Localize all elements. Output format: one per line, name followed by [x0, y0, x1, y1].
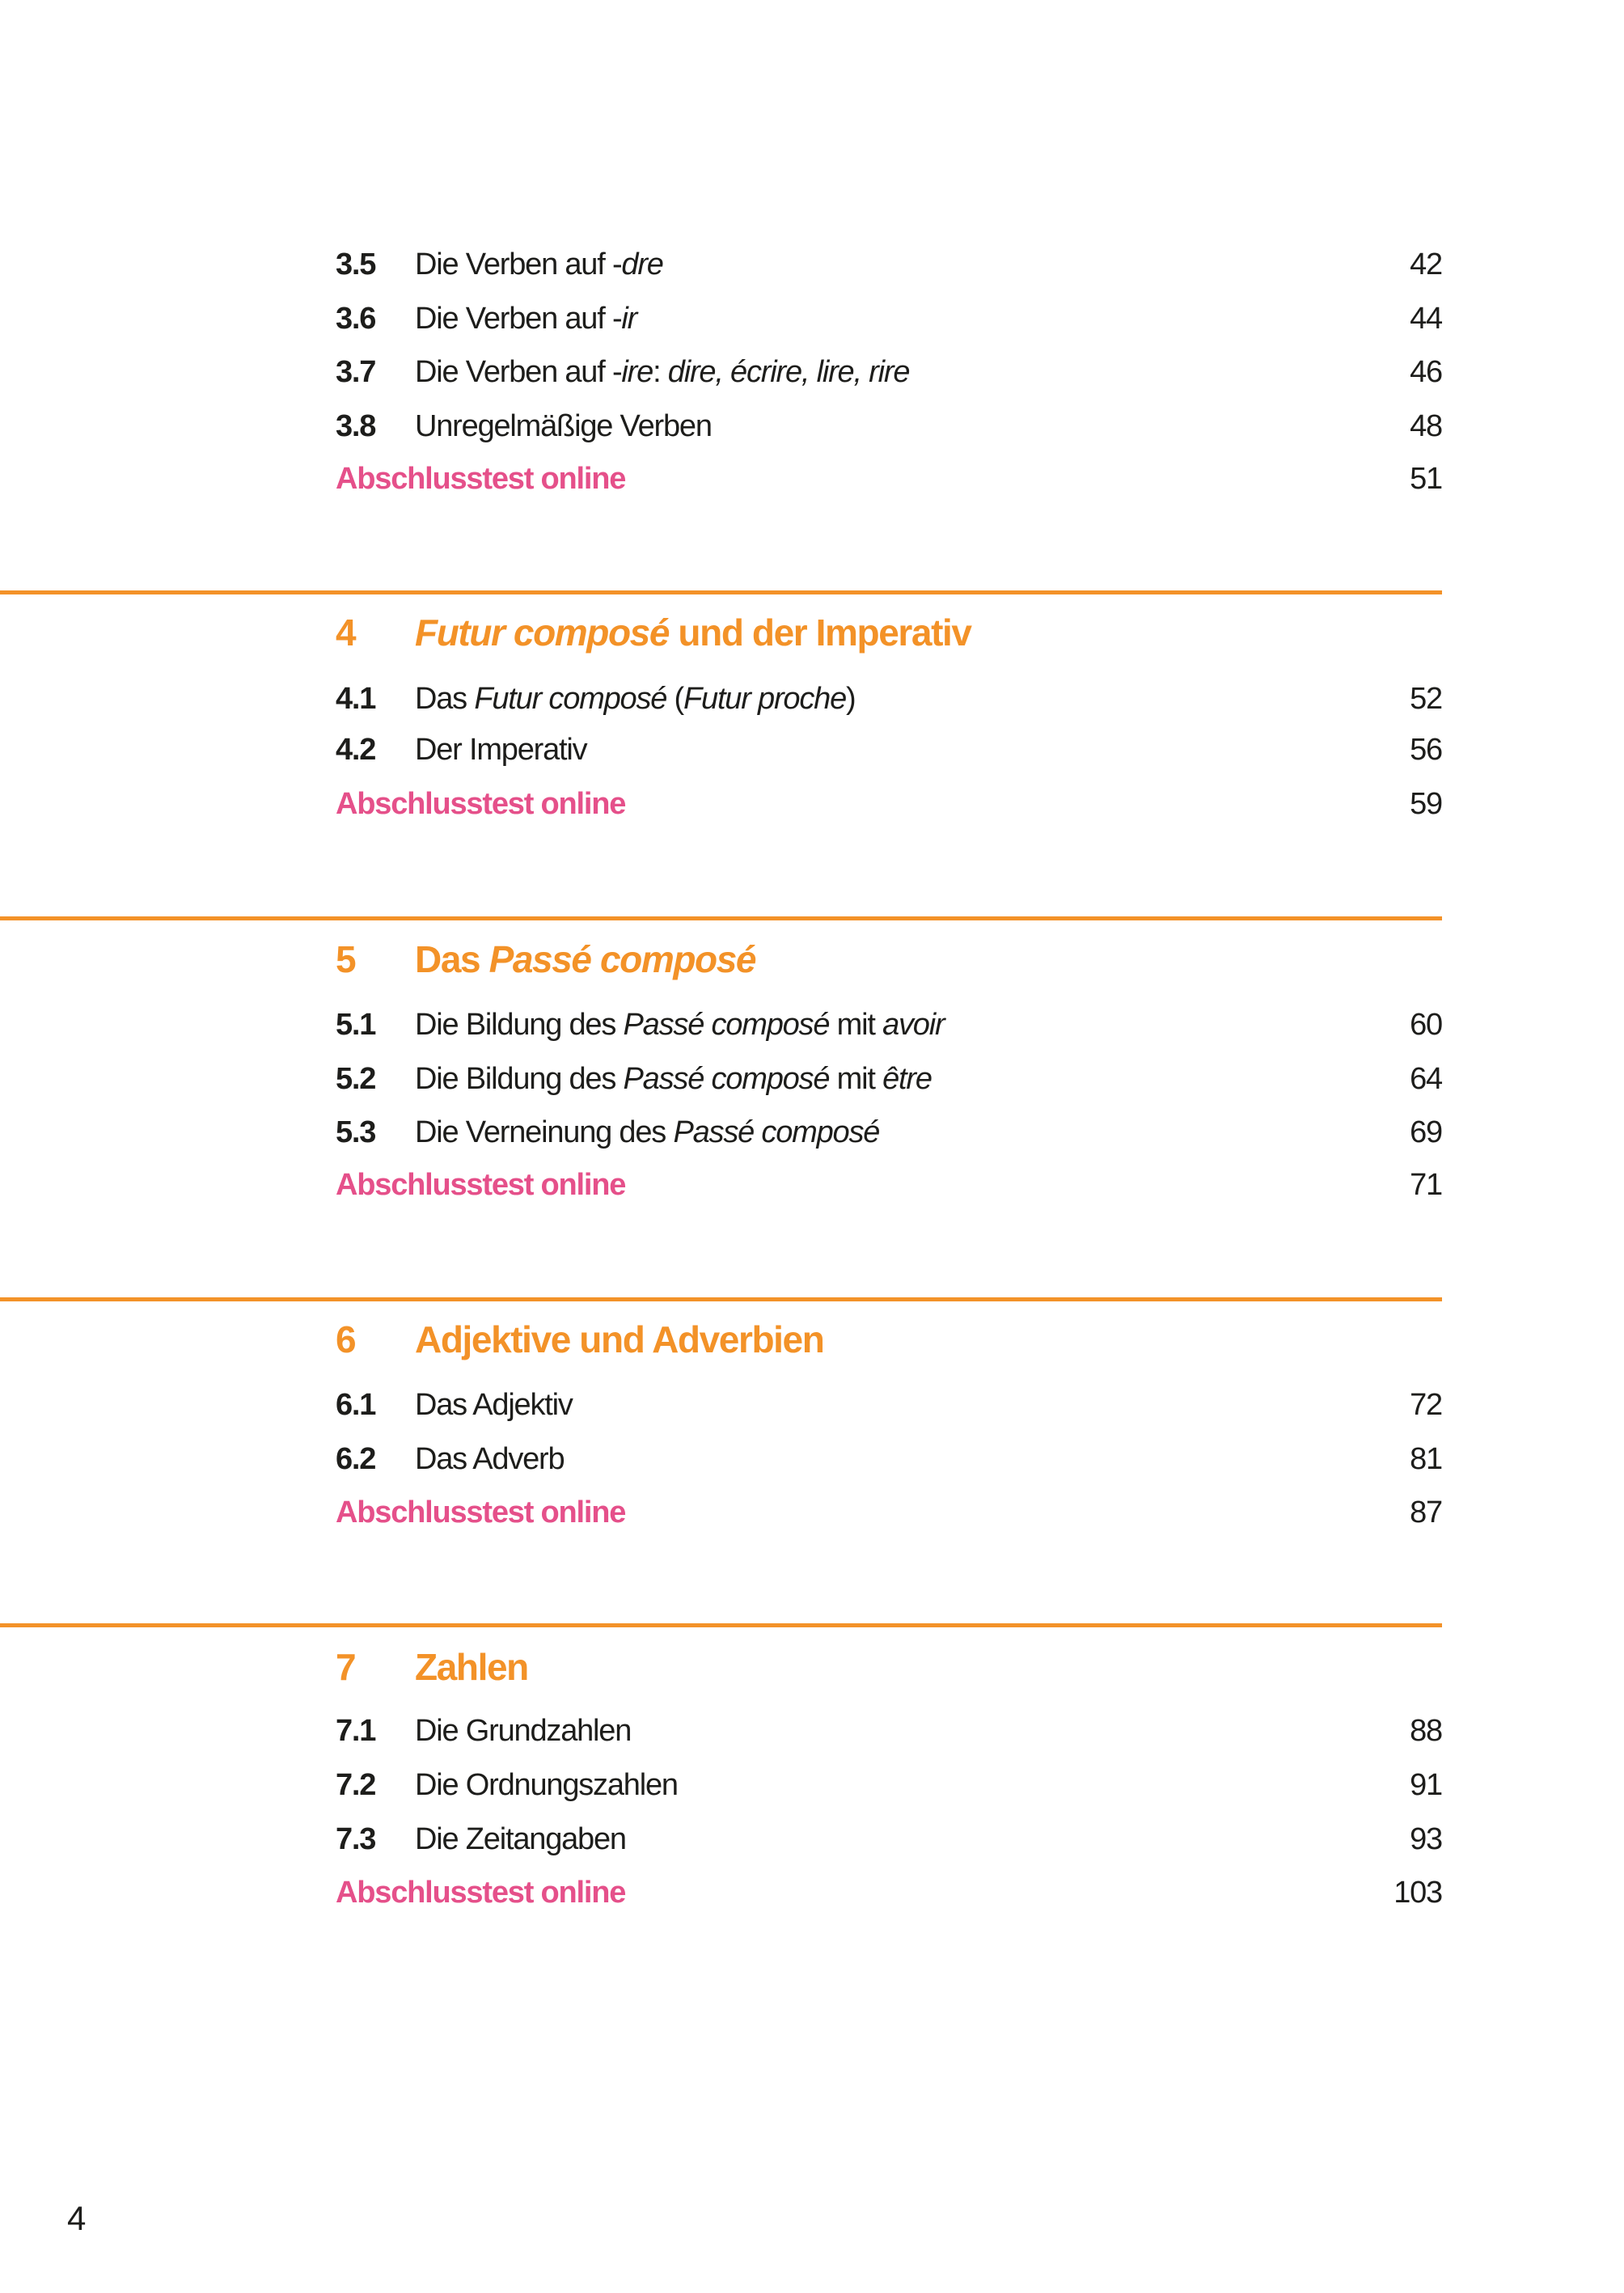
online-test-link[interactable]: Abschlusstest online [336, 462, 626, 496]
section-number: 6.2 [336, 1442, 376, 1476]
online-test-link[interactable]: Abschlusstest online [336, 1168, 626, 1202]
section-title: Die Verben auf -ir [415, 302, 637, 336]
page-ref: 71 [1410, 1168, 1442, 1202]
page-ref: 103 [1394, 1876, 1442, 1910]
page-ref: 64 [1410, 1062, 1442, 1096]
page-ref: 93 [1410, 1822, 1442, 1856]
toc-entry-5-2[interactable] [336, 1064, 1442, 1094]
page-ref: 91 [1410, 1768, 1442, 1802]
toc-entry-7-2[interactable] [336, 1770, 1442, 1800]
section-title: Die Zeitangaben [415, 1822, 626, 1856]
section-title: Unregelmäßige Verben [415, 409, 712, 443]
chapter-number: 4 [336, 611, 356, 654]
section-title: Das Futur composé (Futur proche) [415, 682, 856, 716]
page-ref: 42 [1410, 247, 1442, 281]
toc-entry-6-1[interactable] [336, 1390, 1442, 1420]
section-number: 5.3 [336, 1115, 376, 1149]
page-ref: 81 [1410, 1442, 1442, 1476]
section-number: 4.2 [336, 733, 376, 767]
section-number: 3.6 [336, 302, 376, 336]
section-number: 5.2 [336, 1062, 376, 1096]
page-ref: 69 [1410, 1115, 1442, 1149]
chapter-title: Futur composé und der Imperativ [415, 611, 971, 654]
chapter-number: 7 [336, 1646, 356, 1688]
online-test-link[interactable]: Abschlusstest online [336, 1876, 626, 1910]
toc-entry-test-chapter-7[interactable] [336, 1877, 1442, 1908]
page-ref: 87 [1410, 1496, 1442, 1529]
page-ref: 72 [1410, 1388, 1442, 1422]
chapter-title: Das Passé composé [415, 938, 756, 980]
toc-entry-test-chapter-5[interactable] [336, 1170, 1442, 1200]
section-title: Die Bildung des Passé composé mit avoir [415, 1008, 945, 1042]
section-number: 5.1 [336, 1008, 376, 1042]
page-ref: 44 [1410, 302, 1442, 336]
section-number: 3.5 [336, 247, 376, 281]
chapter-divider [0, 590, 1442, 594]
online-test-link[interactable]: Abschlusstest online [336, 787, 626, 821]
page-ref: 48 [1410, 409, 1442, 443]
section-title: Das Adjektiv [415, 1388, 573, 1422]
toc-entry-3-5[interactable] [336, 249, 1442, 280]
section-title: Die Verneinung des Passé composé [415, 1115, 880, 1149]
page-ref: 60 [1410, 1008, 1442, 1042]
page-ref: 51 [1410, 462, 1442, 496]
toc-entry-3-6[interactable] [336, 303, 1442, 334]
toc-entry-4-2[interactable] [336, 734, 1442, 765]
chapter-number: 6 [336, 1318, 356, 1360]
chapter-divider [0, 1623, 1442, 1627]
toc-entry-test-chapter-3[interactable] [336, 463, 1442, 494]
section-title: Die Verben auf -dre [415, 247, 663, 281]
chapter-number: 5 [336, 938, 356, 980]
toc-entry-test-chapter-4[interactable] [336, 789, 1442, 819]
toc-entry-test-chapter-6[interactable] [336, 1497, 1442, 1528]
page-ref: 46 [1410, 355, 1442, 389]
section-title: Die Ordnungszahlen [415, 1768, 678, 1802]
toc-entry-3-8[interactable] [336, 411, 1442, 442]
section-title: Der Imperativ [415, 733, 587, 767]
section-title: Die Bildung des Passé composé mit être [415, 1062, 932, 1096]
section-number: 4.1 [336, 682, 376, 716]
section-number: 3.8 [336, 409, 376, 443]
toc-entry-3-7[interactable] [336, 357, 1442, 387]
toc-entry-6-2[interactable] [336, 1444, 1442, 1474]
toc-entry-7-1[interactable] [336, 1716, 1442, 1746]
chapter-title: Adjektive und Adverbien [415, 1318, 824, 1360]
section-number: 6.1 [336, 1388, 376, 1422]
toc-entry-4-1[interactable] [336, 683, 1442, 714]
page-ref: 56 [1410, 733, 1442, 767]
section-title: Die Grundzahlen [415, 1714, 632, 1748]
page-ref: 59 [1410, 787, 1442, 821]
chapter-divider [0, 1297, 1442, 1301]
toc-entry-7-3[interactable] [336, 1824, 1442, 1855]
section-number: 7.2 [336, 1768, 376, 1802]
section-title: Die Verben auf -ire: dire, écrire, lire, rire [415, 355, 910, 389]
section-number: 3.7 [336, 355, 376, 389]
page-ref: 88 [1410, 1714, 1442, 1748]
section-number: 7.3 [336, 1822, 376, 1856]
page-number: 4 [67, 2199, 87, 2237]
page-ref: 52 [1410, 682, 1442, 716]
chapter-title: Zahlen [415, 1646, 528, 1688]
section-title: Das Adverb [415, 1442, 565, 1476]
section-number: 7.1 [336, 1714, 376, 1748]
chapter-divider [0, 916, 1442, 920]
toc-entry-5-1[interactable] [336, 1009, 1442, 1040]
toc-entry-5-3[interactable] [336, 1117, 1442, 1148]
online-test-link[interactable]: Abschlusstest online [336, 1496, 626, 1529]
